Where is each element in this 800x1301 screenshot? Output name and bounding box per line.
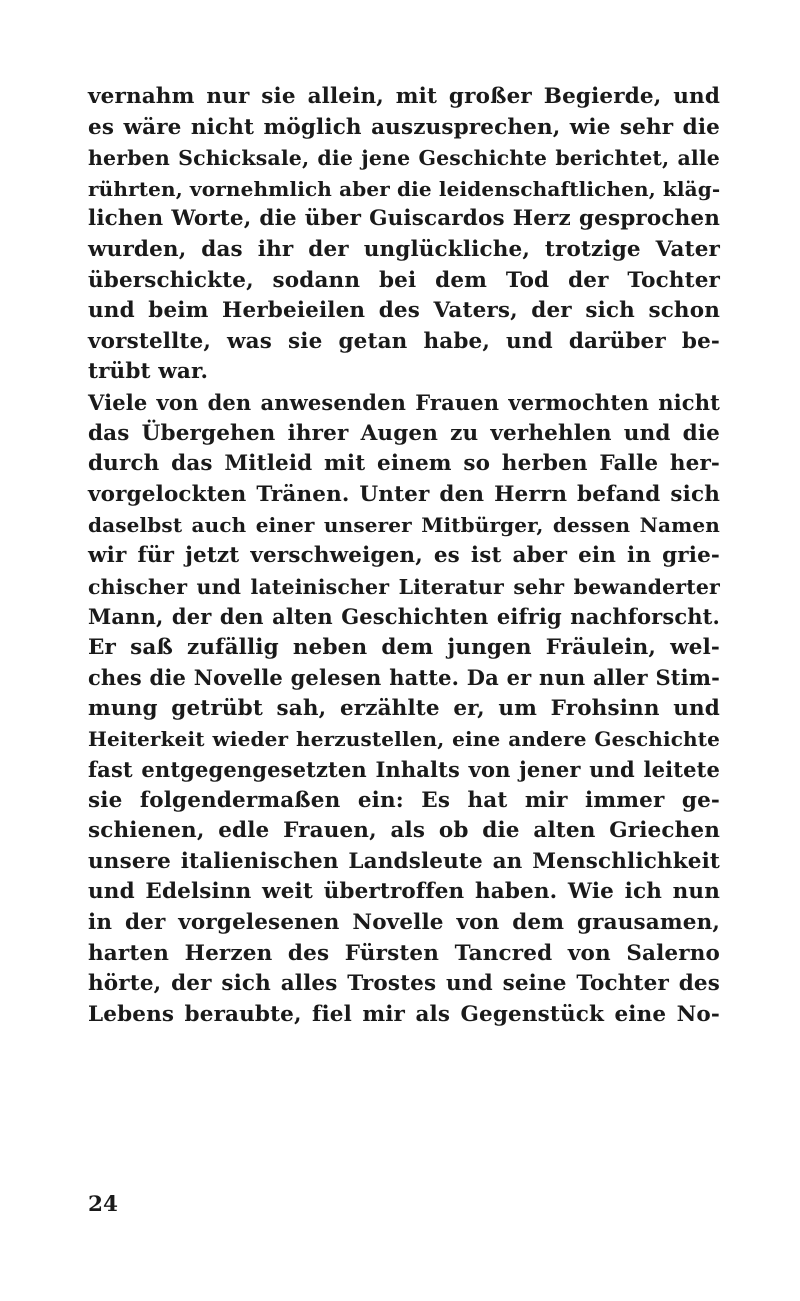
text-line: das Übergehen ihrer Augen zu verhehlen und die bbox=[88, 420, 720, 446]
text-line: und beim Herbeieilen des Vaters, der sich schon bbox=[88, 298, 720, 324]
text-line: wir für jetzt verschweigen, es ist aber ein in grie- bbox=[88, 542, 720, 568]
text-line: durch das Mitleid mit einem so herben Falle her- bbox=[88, 451, 720, 477]
body-text bbox=[88, 82, 720, 1030]
text-line: sie folgendermaßen ein: Es hat mir immer ge- bbox=[88, 787, 720, 813]
text-line: Lebens beraubte, fiel mir als Gegenstück eine No- bbox=[88, 1001, 720, 1027]
text-line: Mann, der den alten Geschichten eifrig nachforscht. bbox=[88, 604, 720, 630]
text-line: harten Herzen des Fürsten Tancred von Salerno bbox=[88, 940, 720, 966]
text-line: chischer und lateinischer Literatur sehr bewanderter bbox=[88, 574, 720, 599]
text-line: Viele von den anwesenden Frauen vermochten nicht bbox=[88, 389, 720, 415]
text-line: trübt war. bbox=[88, 359, 209, 385]
text-line: herben Schicksale, die jene Geschichte berichtet, alle bbox=[88, 146, 720, 171]
text-line: lichen Worte, die über Guiscardos Herz gesprochen bbox=[88, 206, 720, 232]
text-line: hörte, der sich alles Trostes und seine Tochter des bbox=[88, 971, 720, 997]
text-line: Heiterkeit wieder herzustellen, eine andere Geschichte bbox=[88, 727, 720, 752]
text-line: fast entgegengesetzten Inhalts von jener und leitete bbox=[88, 757, 720, 783]
text-line: daselbst auch einer unserer Mitbürger, dessen Namen bbox=[88, 513, 720, 538]
text-line: in der vorgelesenen Novelle von dem grausamen, bbox=[88, 910, 720, 936]
text-line: mung getrübt sah, erzählte er, um Frohsinn und bbox=[88, 695, 720, 721]
text-line: überschickte, sodann bei dem Tod der Tochter bbox=[88, 267, 720, 293]
text-line: unsere italienischen Landsleute an Menschlichkeit bbox=[88, 848, 720, 874]
text-line: ches die Novelle gelesen hatte. Da er nun aller Stim- bbox=[88, 665, 720, 691]
text-line: vernahm nur sie allein, mit großer Begierde, und bbox=[88, 84, 720, 109]
text-line: vorstellte, was sie getan habe, und darüber be- bbox=[88, 328, 720, 354]
text-line: schienen, edle Frauen, als ob die alten Griechen bbox=[88, 818, 720, 844]
text-line: wurden, das ihr der unglückliche, trotzige Vater bbox=[88, 236, 720, 262]
text-line: es wäre nicht möglich auszusprechen, wie sehr die bbox=[88, 114, 720, 140]
text-line: Er saß zufällig neben dem jungen Fräulein, wel- bbox=[88, 634, 720, 660]
text-line: und Edelsinn weit übertroffen haben. Wie ich nun bbox=[88, 879, 720, 905]
page-number: 24 bbox=[88, 1192, 118, 1217]
text-line: rührten, vornehmlich aber die leidenschaftlichen, kläg- bbox=[88, 176, 721, 201]
text-line: vorgelockten Tränen. Unter den Herrn befand sich bbox=[88, 481, 720, 507]
